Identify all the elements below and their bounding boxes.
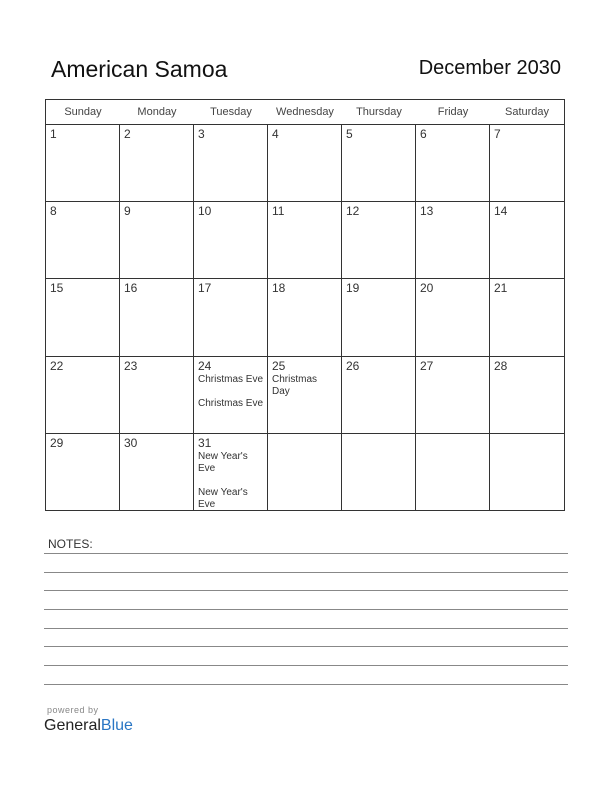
day-number: 12 [346,204,360,219]
day-number: 27 [420,358,434,373]
weekday-thursday: Thursday [356,106,402,118]
day-number: 14 [494,204,508,219]
calendar-day-cell [342,202,416,279]
calendar-day-cell [194,125,268,202]
day-number: 4 [272,127,279,141]
day-number: 16 [124,281,138,296]
day-number: 21 [494,281,508,296]
calendar-day-cell [120,202,194,279]
calendar-day-cell [490,279,564,356]
note-line [44,553,568,554]
calendar-day-cell [120,357,194,434]
calendar-day-cell [342,434,416,511]
calendar-day-cell [490,125,564,202]
day-number: 5 [346,127,353,141]
calendar-day-cell [46,202,120,279]
calendar-day-cell [46,357,120,434]
calendar-day-cell [342,357,416,434]
calendar-grid [45,99,565,511]
day-number: 24 [198,358,212,373]
holiday-event: New Year's Eve [198,486,248,510]
day-number: 9 [124,204,131,219]
weekday-header-row [46,100,564,125]
holiday-event: New Year's Eve [198,450,248,474]
calendar-day-cell [416,125,490,202]
calendar-day-cell [120,434,194,511]
day-number: 1 [50,127,57,141]
brand-general: General [44,717,101,734]
weekday-tuesday: Tuesday [210,106,252,118]
day-number: 11 [272,204,285,219]
holiday-event: Christmas Eve [198,397,264,409]
day-number: 26 [346,358,360,373]
note-line [44,665,568,666]
weekday-saturday: Saturday [504,106,550,118]
day-number: 6 [420,127,427,141]
day-number: 17 [198,281,212,296]
calendar-day-cell [268,202,342,279]
calendar-day-cell [46,125,120,202]
day-number: 7 [494,127,501,141]
calendar-day-cell [268,279,342,356]
weekday-friday: Friday [437,106,469,118]
month-year-title: December 2030 [418,57,561,79]
note-line [44,684,568,685]
day-number: 20 [420,281,434,296]
calendar-day-cell [416,357,490,434]
calendar-day-cell [120,125,194,202]
day-number: 28 [494,358,508,373]
calendar-day-cell [194,202,268,279]
note-line [44,572,568,573]
note-line [44,628,568,629]
calendar-day-cell [490,357,564,434]
calendar-day-cell [268,125,342,202]
calendar-day-cell [46,434,120,511]
weekday-monday: Monday [137,106,177,118]
calendar-day-cell [268,357,342,434]
day-number: 22 [50,358,64,373]
day-number: 18 [272,281,286,296]
calendar-weeks [46,125,564,511]
holiday-event: Christmas Eve [198,373,264,385]
calendar-day-cell [120,279,194,356]
country-title: American Samoa [51,56,228,82]
day-number: 19 [346,281,360,296]
calendar-day-cell [268,434,342,511]
calendar-day-cell [342,125,416,202]
day-number: 25 [272,358,286,373]
calendar-day-cell [416,279,490,356]
calendar-day-cell [46,279,120,356]
calendar-day-cell [490,202,564,279]
calendar-day-cell [194,279,268,356]
weekday-wednesday: Wednesday [276,106,334,118]
note-line [44,590,568,591]
holiday-event: Christmas Day [272,373,318,397]
notes-label: NOTES: [48,537,93,551]
day-number: 29 [50,435,64,450]
day-number: 3 [198,127,205,141]
calendar-day-cell [194,434,268,511]
calendar-day-cell [194,357,268,434]
day-number: 10 [198,204,212,219]
day-number: 8 [50,204,57,219]
generalblue-logo [44,717,133,735]
day-number: 23 [124,358,138,373]
calendar-day-cell [416,202,490,279]
note-line [44,609,568,610]
day-number: 31 [198,435,212,450]
note-line [44,646,568,647]
calendar-day-cell [416,434,490,511]
day-number: 15 [50,281,64,296]
day-number: 30 [124,435,138,450]
calendar-day-cell [490,434,564,511]
brand-blue: Blue [100,717,133,734]
day-number: 2 [124,127,131,141]
powered-by-text: powered by [47,705,99,715]
weekday-sunday: Sunday [64,106,102,118]
calendar-day-cell [342,279,416,356]
day-number: 13 [420,204,434,219]
